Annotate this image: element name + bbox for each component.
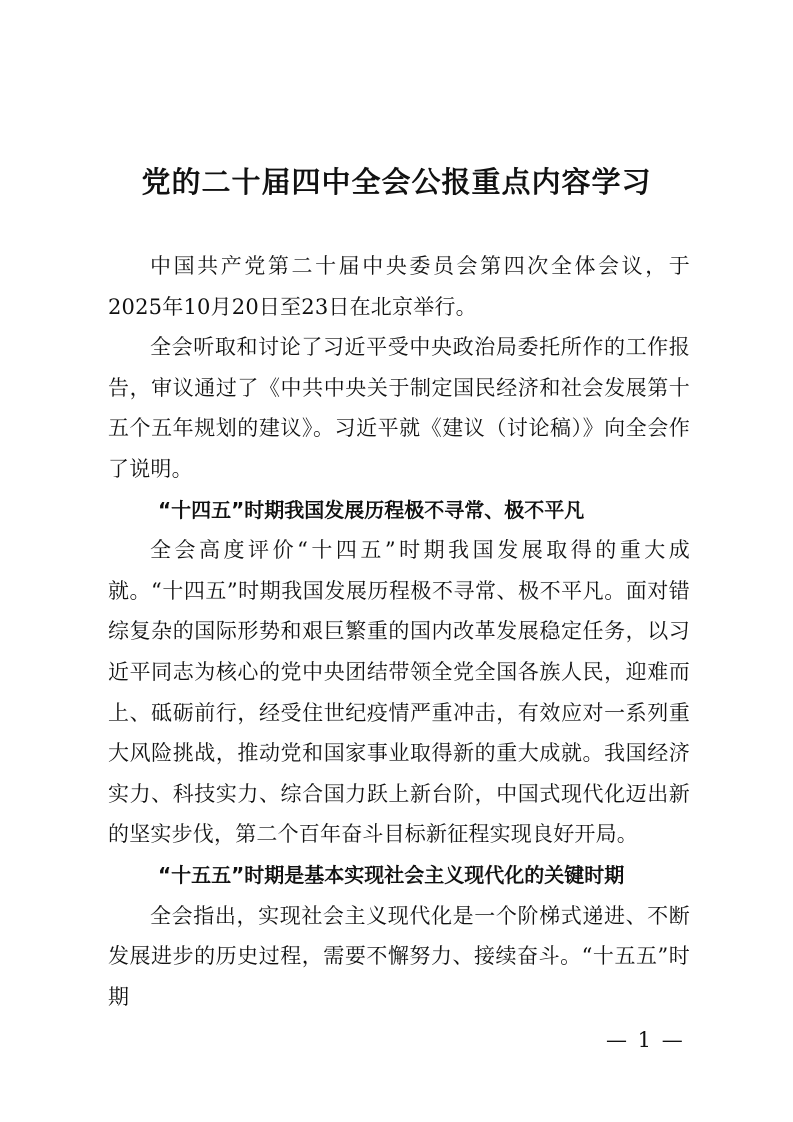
intro-paragraph-1: 中国共产党第二十届中央委员会第四次全体会议，于2025年10月20日至23日在北京举行。 — [108, 254, 690, 319]
section-paragraph-14th-plan: 全会高度评价“十四五”时期我国发展取得的重大成就。“十四五”时期我国发展历程极不寻常、极不平凡。面对错综复杂的国际形势和艰巨繁重的国内改革发展稳定任务，以习近平同志为核心的党中央团结带领全党全国各族人民，迎难而上、砥砺前行，经受住世纪疫情严重冲击，有效应对一系列重大风险挑战，推动党和国家事业取得新的重大成就。我国经济实力、科技实力、综合国力跃上新台阶，中国式现代化迈出新的坚实步伐，第二个百年奋斗目标新征程实现良好开局。 — [108, 538, 690, 847]
section-heading-15th-plan: “十五五”时期是基本实现社会主义现代化的关键时期 — [158, 862, 625, 887]
section-heading-14th-plan: “十四五”时期我国发展历程极不寻常、极不平凡 — [158, 497, 585, 522]
page-number: — 1 — — [606, 1028, 685, 1052]
intro-paragraph-2: 全会听取和讨论了习近平受中央政治局委托所作的工作报告，审议通过了《中共中央关于制定国民经济和社会发展第十五个五年规划的建议》。习近平就《建议（讨论稿）》向全会作了说明。 — [108, 335, 690, 481]
document-body — [108, 246, 690, 1017]
document-title: 党的二十届四中全会公报重点内容学习 — [141, 165, 652, 199]
section-paragraph-15th-plan: 全会指出，实现社会主义现代化是一个阶梯式递进、不断发展进步的历史过程，需要不懈努力、接续奋斗。“十五五”时期 — [108, 903, 690, 1009]
